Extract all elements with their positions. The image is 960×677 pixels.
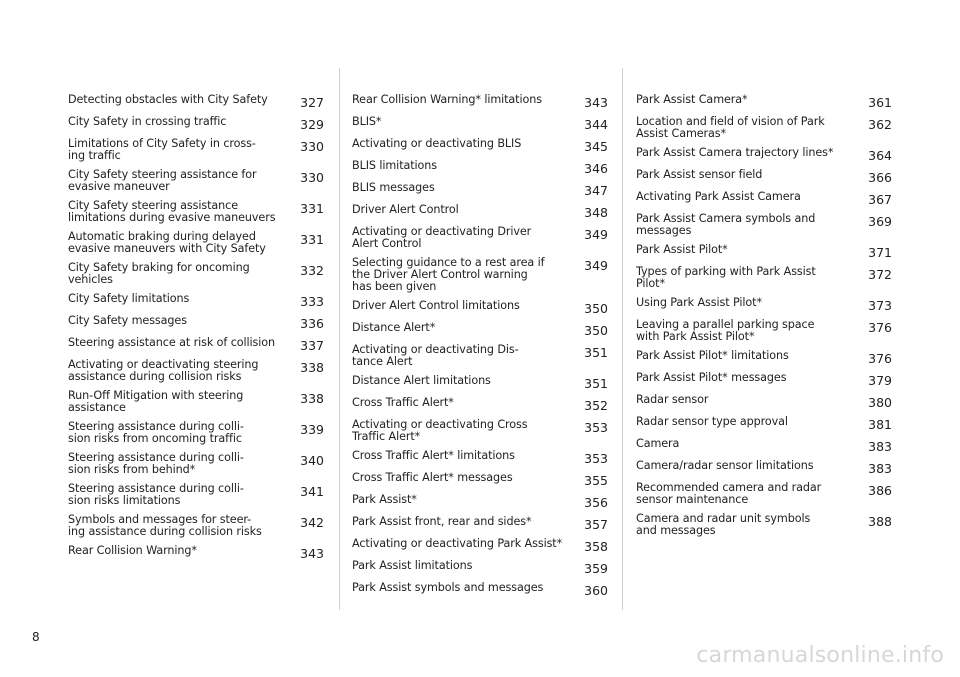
toc-entry[interactable] [636,372,892,387]
toc-entry-page: 344 [584,117,608,132]
toc-entry-page: 369 [868,214,892,229]
toc-entry[interactable] [68,116,324,131]
toc-entry-title: City Safety limitations [68,292,190,305]
toc-entry-page: 338 [300,360,324,375]
toc-entry-page: 327 [300,95,324,110]
toc-entry-page: 383 [868,461,892,476]
toc-entry-page: 371 [868,245,892,260]
toc-entry[interactable] [68,138,324,162]
toc-entry[interactable] [352,116,608,131]
toc-entry-title: BLIS messages [352,181,435,194]
toc-entry[interactable] [636,147,892,162]
toc-entry-page: 341 [300,484,324,499]
toc-entry-page: 332 [300,263,324,278]
toc-entry-page: 352 [584,398,608,413]
toc-column-3 [636,94,892,544]
toc-entry-page: 351 [584,376,608,391]
toc-entry[interactable] [352,344,608,368]
toc-entry-page: 361 [868,95,892,110]
toc-entry-title: Detecting obstacles with City Safety [68,93,268,106]
toc-entry-title: Symbols and messages for steer- ing assistance during collision risks [68,513,262,538]
toc-entry-page: 359 [584,561,608,576]
toc-entry-page: 343 [584,95,608,110]
toc-entry-title: Cross Traffic Alert* messages [352,471,513,484]
toc-entry-title: Park Assist symbols and messages [352,581,544,594]
toc-entry[interactable] [352,560,608,575]
toc-entry-title: Activating or deactivating BLIS [352,137,522,150]
toc-entry[interactable] [636,416,892,431]
toc-entry-title: Recommended camera and radar sensor maintenance [636,481,822,506]
toc-entry[interactable] [636,482,892,506]
toc-entry-page: 366 [868,170,892,185]
toc-entry[interactable] [68,262,324,286]
toc-entry-page: 337 [300,338,324,353]
toc-entry[interactable] [68,359,324,383]
toc-entry-page: 380 [868,395,892,410]
toc-entry-title: Driver Alert Control limitations [352,299,520,312]
toc-entry-title: BLIS limitations [352,159,437,172]
toc-entry[interactable] [636,213,892,237]
toc-entry[interactable] [636,513,892,537]
toc-entry[interactable] [636,116,892,140]
toc-entry[interactable] [68,337,324,352]
toc-entry-page: 348 [584,205,608,220]
toc-entry[interactable] [68,483,324,507]
toc-entry[interactable] [352,322,608,337]
toc-entry-title: Radar sensor type approval [636,415,788,428]
column-divider [339,68,340,610]
toc-entry-page: 347 [584,183,608,198]
toc-entry-title: Park Assist limitations [352,559,473,572]
toc-entry-title: Park Assist Pilot* messages [636,371,787,384]
toc-entry-title: Rear Collision Warning* [68,544,197,557]
toc-entry-title: Cross Traffic Alert* limitations [352,449,515,462]
toc-entry-title: Steering assistance at risk of collision [68,336,275,349]
toc-entry-page: 350 [584,323,608,338]
toc-column-1 [68,94,324,567]
toc-entry-page: 353 [584,451,608,466]
toc-entry[interactable] [68,315,324,330]
toc-entry[interactable] [636,394,892,409]
toc-entry-page: 360 [584,583,608,598]
toc-entry-title: Park Assist Camera trajectory lines* [636,146,834,159]
toc-entry[interactable] [68,293,324,308]
toc-entry-page: 353 [584,420,608,435]
toc-entry-page: 336 [300,316,324,331]
toc-entry-title: Leaving a parallel parking space with Park Assist Pilot* [636,318,815,343]
toc-entry-page: 350 [584,301,608,316]
toc-entry-title: Steering assistance during colli- sion risks from behind* [68,451,244,476]
toc-entry-page: 386 [868,483,892,498]
toc-entry-title: Activating or deactivating steering assistance during collision risks [68,358,259,383]
toc-entry-title: Park Assist Camera symbols and messages [636,212,816,237]
toc-entry-title: Camera [636,437,680,450]
toc-entry[interactable] [636,244,892,259]
watermark: carmanualsonline.info [696,643,944,668]
toc-entry-title: BLIS* [352,115,382,128]
toc-entry[interactable] [352,300,608,315]
toc-entry-page: 372 [868,267,892,282]
toc-entry-page: 340 [300,453,324,468]
toc-entry-title: Park Assist Pilot* limitations [636,349,789,362]
toc-entry-title: Distance Alert limitations [352,374,491,387]
toc-entry-title: Driver Alert Control [352,203,459,216]
toc-entry-page: 355 [584,473,608,488]
toc-entry-title: Automatic braking during delayed evasive maneuvers with City Safety [68,230,266,255]
toc-entry-page: 345 [584,139,608,154]
toc-entry[interactable] [636,191,892,206]
toc-entry-page: 346 [584,161,608,176]
toc-entry-page: 349 [584,258,608,273]
toc-entry-page: 367 [868,192,892,207]
page-number: 8 [32,630,40,644]
toc-entry-page: 339 [300,422,324,437]
toc-entry[interactable] [68,421,324,445]
toc-entry-title: Cross Traffic Alert* [352,396,454,409]
toc-entry-title: Activating Park Assist Camera [636,190,801,203]
toc-entry-title: Types of parking with Park Assist Pilot* [636,265,816,290]
toc-entry[interactable] [352,472,608,487]
toc-entry-page: 364 [868,148,892,163]
toc-entry-title: Location and field of vision of Park Assist Cameras* [636,115,825,140]
toc-entry[interactable] [636,438,892,453]
toc-entry-page: 333 [300,294,324,309]
toc-entry-title: Park Assist sensor field [636,168,763,181]
toc-entry[interactable] [352,450,608,465]
toc-entry-title: Selecting guidance to a rest area if the Driver Alert Control warning has been given [352,256,545,293]
toc-entry-title: Steering assistance during colli- sion risks limitations [68,482,244,507]
toc-entry-page: 331 [300,201,324,216]
toc-entry[interactable] [68,169,324,193]
toc-entry-page: 343 [300,546,324,561]
toc-entry[interactable] [636,319,892,343]
toc-entry[interactable] [68,390,324,414]
toc-entry-page: 357 [584,517,608,532]
toc-entry[interactable] [352,494,608,509]
toc-entry[interactable] [68,94,324,109]
toc-entry[interactable] [352,582,608,597]
toc-entry[interactable] [68,231,324,255]
toc-entry[interactable] [352,226,608,250]
toc-entry-page: 373 [868,298,892,313]
toc-entry-title: City Safety braking for oncoming vehicles [68,261,250,286]
toc-entry-title: City Safety steering assistance for evasive maneuver [68,168,257,193]
toc-entry[interactable] [352,182,608,197]
toc-entry-page: 383 [868,439,892,454]
toc-entry-title: Rear Collision Warning* limitations [352,93,542,106]
toc-entry-title: Limitations of City Safety in cross- ing traffic [68,137,256,162]
toc-entry-title: City Safety steering assistance limitations during evasive maneuvers [68,199,276,224]
toc-entry[interactable] [352,397,608,412]
toc-entry[interactable] [352,419,608,443]
toc-entry[interactable] [68,452,324,476]
toc-entry-page: 331 [300,232,324,247]
toc-entry[interactable] [352,375,608,390]
toc-entry[interactable] [352,257,608,293]
toc-entry-page: 342 [300,515,324,530]
toc-entry-title: Steering assistance during colli- sion risks from oncoming traffic [68,420,244,445]
toc-entry[interactable] [352,204,608,219]
toc-entry-page: 330 [300,139,324,154]
toc-entry-title: Distance Alert* [352,321,436,334]
toc-column-2 [352,94,608,604]
toc-entry-page: 349 [584,227,608,242]
toc-entry-title: Activating or deactivating Cross Traffic Alert* [352,418,528,443]
toc-entry[interactable] [352,538,608,553]
toc-entry-title: Camera/radar sensor limitations [636,459,814,472]
toc-entry[interactable] [68,200,324,224]
toc-entry-page: 381 [868,417,892,432]
toc-entry[interactable] [352,94,608,109]
toc-entry-page: 388 [868,514,892,529]
toc-entry-title: Activating or deactivating Driver Alert Control [352,225,532,250]
toc-entry[interactable] [636,460,892,475]
toc-entry[interactable] [352,160,608,175]
toc-entry-page: 338 [300,391,324,406]
toc-entry-title: Activating or deactivating Dis- tance Alert [352,343,519,368]
toc-entry-page: 379 [868,373,892,388]
toc-entry-title: Park Assist* [352,493,417,506]
toc-entry-title: City Safety messages [68,314,187,327]
toc-entry[interactable] [636,169,892,184]
toc-entry-page: 376 [868,320,892,335]
toc-entry-title: Park Assist Camera* [636,93,748,106]
toc-entry[interactable] [352,516,608,531]
toc-entry[interactable] [636,94,892,109]
toc-entry-title: Park Assist Pilot* [636,243,728,256]
toc-entry[interactable] [636,350,892,365]
toc-entry-page: 356 [584,495,608,510]
toc-entry[interactable] [68,545,324,560]
toc-entry[interactable] [636,266,892,290]
toc-entry-page: 376 [868,351,892,366]
toc-entry-title: Using Park Assist Pilot* [636,296,762,309]
toc-entry-page: 329 [300,117,324,132]
toc-entry[interactable] [636,297,892,312]
toc-entry-page: 351 [584,345,608,360]
toc-entry-title: Park Assist front, rear and sides* [352,515,532,528]
toc-entry-title: City Safety in crossing traffic [68,115,227,128]
toc-entry-page: 362 [868,117,892,132]
toc-entry[interactable] [352,138,608,153]
toc-entry-title: Camera and radar unit symbols and messages [636,512,811,537]
toc-entry[interactable] [68,514,324,538]
toc-entry-page: 330 [300,170,324,185]
toc-entry-title: Run-Off Mitigation with steering assistance [68,389,244,414]
toc-entry-title: Activating or deactivating Park Assist* [352,537,563,550]
toc-entry-title: Radar sensor [636,393,709,406]
toc-entry-page: 358 [584,539,608,554]
column-divider [622,68,623,610]
